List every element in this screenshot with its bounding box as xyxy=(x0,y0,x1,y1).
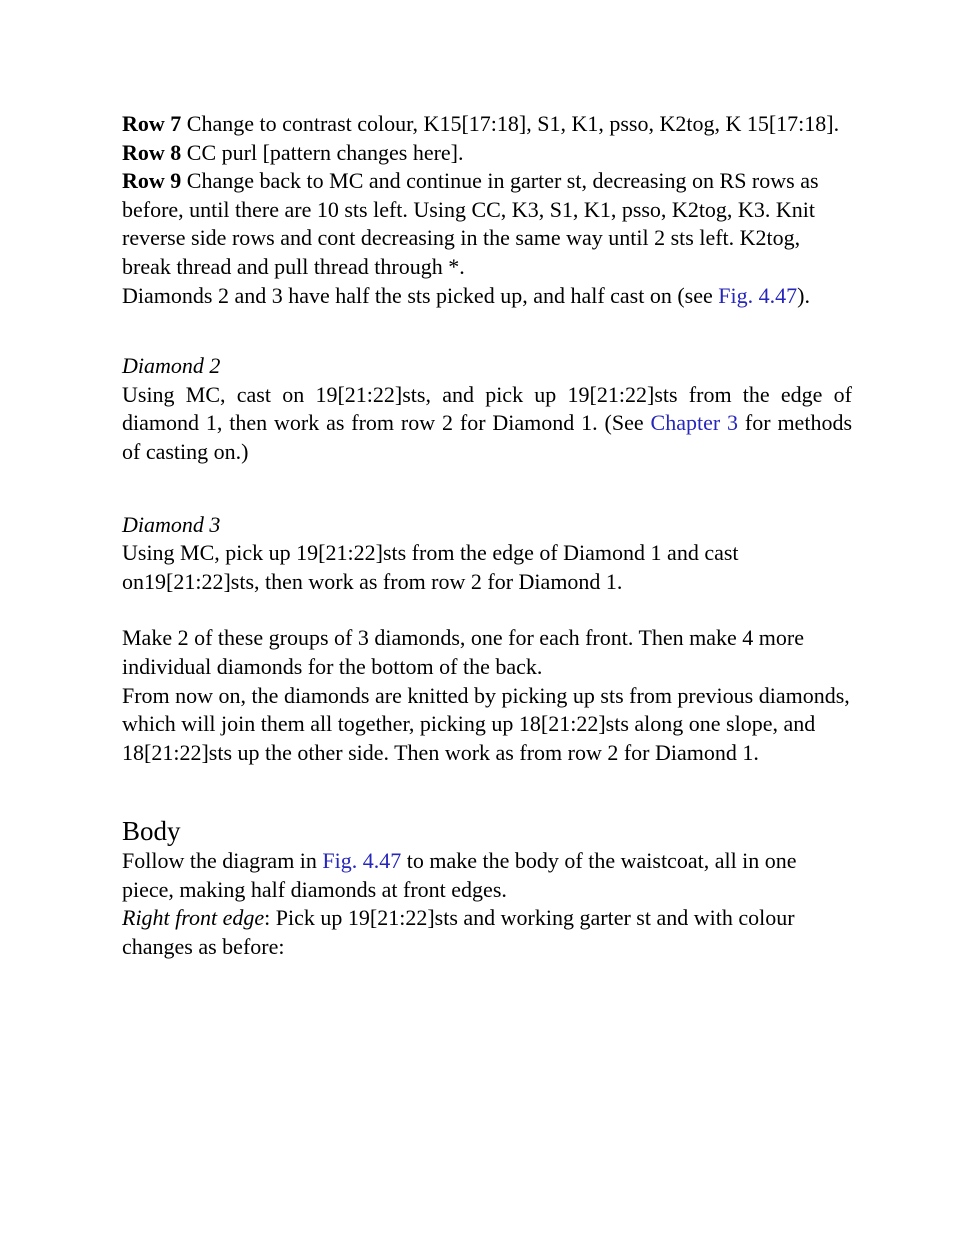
diamonds-note-paragraph xyxy=(122,282,852,311)
row-7-label: Row 7 xyxy=(122,111,182,136)
fig-4-47-link-2[interactable]: Fig. 4.47 xyxy=(322,848,402,874)
row-8-label: Row 8 xyxy=(122,139,182,165)
row-8-instruction xyxy=(122,139,852,168)
row-9-text: Change back to MC and continue in garter st, decreasing on RS rows as before, until there are 10 sts left. Using CC, K3, S1, K1, psso, K2tog, K3. Knit reverse side rows and cont decreasing in the same way until 2 sts left. K2tog, break thread and pull thread through *. xyxy=(122,168,819,279)
right-front-edge-text: : Pick up 19[21:22]sts and working garter st and with colour changes as before: xyxy=(122,905,795,960)
diamond-2-paragraph xyxy=(122,381,852,467)
diamonds-note-text-after: ). xyxy=(797,282,810,308)
body-intro-text: Follow the diagram in xyxy=(122,848,323,874)
diamond-2-text-after: for methods of casting on.) xyxy=(122,410,852,464)
row-8-text: CC purl [pattern changes here]. xyxy=(181,139,464,165)
page-content xyxy=(122,110,852,962)
row-7-instruction xyxy=(122,110,852,139)
make-groups-paragraph: Make 2 of these groups of 3 diamonds, one for each front. Then make 4 more individual diamonds for the bottom of the back. xyxy=(122,625,805,679)
diamond-2-text: Using MC, cast on 19[21:22]sts, and pick up 19[21:22]sts from the edge of diamond 1, then work as from row 2 for Diamond 1. (See xyxy=(122,381,852,436)
row-9-instruction xyxy=(122,167,852,281)
chapter-3-link[interactable]: Chapter 3 xyxy=(650,410,739,436)
pattern-rows-block xyxy=(122,110,852,282)
body-intro-text-after: to make the body of the waistcoat, all in one piece, making half diamonds at front edges. xyxy=(122,848,797,902)
diamonds-note-text: Diamonds 2 and 3 have half the sts picked up, and half cast on (see xyxy=(122,282,719,308)
right-front-edge-label: Right front edge xyxy=(122,905,265,931)
diamond-3-heading: Diamond 3 xyxy=(122,511,221,537)
diamond-3-section xyxy=(122,511,852,597)
row-9-label: Row 9 xyxy=(122,168,182,194)
assembly-notes-block xyxy=(122,624,852,767)
diamond-2-heading: Diamond 2 xyxy=(122,353,221,379)
from-now-on-paragraph: From now on, the diamonds are knitted by picking up sts from previous diamonds, which will join them all together, picking up 18[21:22]sts along one slope, and 18[21:22]sts up the other side. Then work as from row 2 for Diamond 1. xyxy=(122,682,850,765)
diamond-2-section xyxy=(122,352,852,466)
diamond-3-paragraph: Using MC, pick up 19[21:22]sts from the edge of Diamond 1 and cast on19[21:22]sts, then work as from row 2 for Diamond 1. xyxy=(122,540,739,594)
row-7-text: Change to contrast colour, K15[17:18], S1, K1, psso, K2tog, K 15[17:18]. xyxy=(181,111,840,136)
body-section-heading: Body xyxy=(122,816,181,847)
right-front-edge-paragraph xyxy=(122,904,852,961)
body-intro-paragraph xyxy=(122,847,852,904)
fig-4-47-link[interactable]: Fig. 4.47 xyxy=(718,282,798,308)
